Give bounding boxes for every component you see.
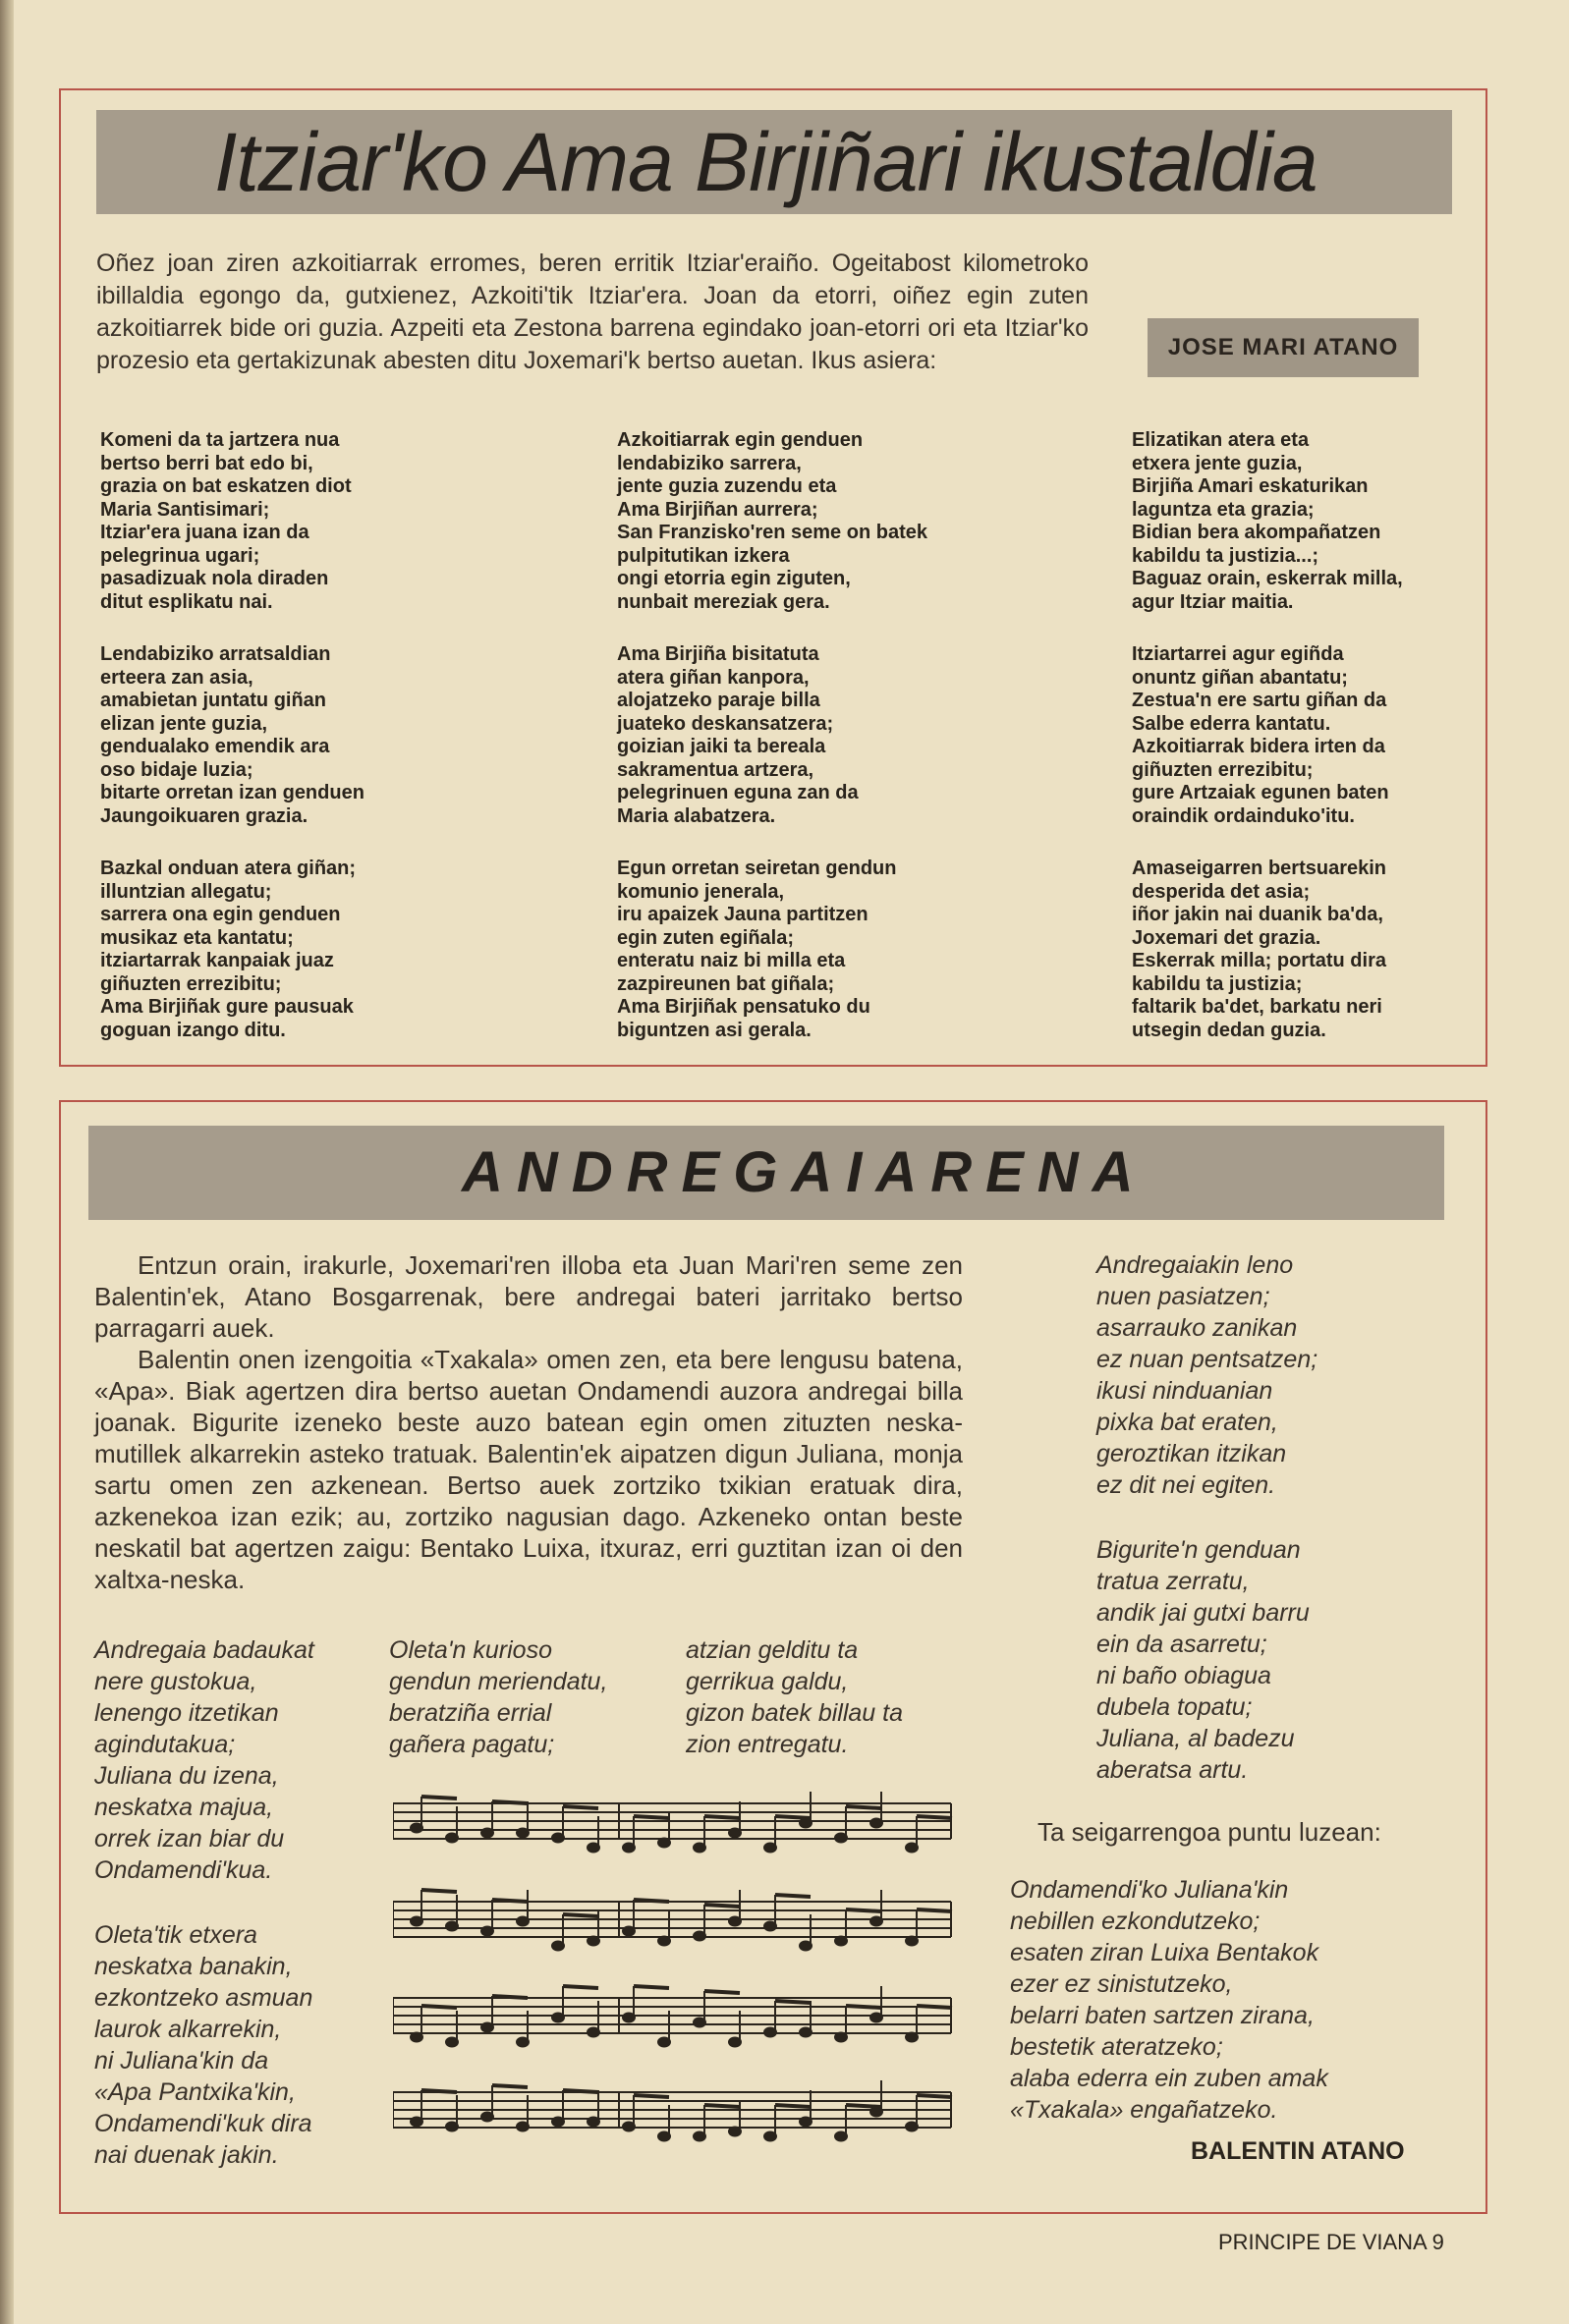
verse-stanza: Lendabiziko arratsaldian erteera zan asia, amabietan juntatu giñan elizan jente guzia, gendualako emendik ara oso bidaje luzia; bitarte orretan izan genduen Jaungoikuaren grazia. [100,643,364,827]
note-beam [846,1909,881,1911]
note-beam [917,1816,952,1818]
note-beam [421,1890,457,1892]
verse-stanza: Andregaia badaukat nere gustokua, lenengo itzetikan agindutakua; Juliana du izena, neskatxa majua, orrek izan biar du Ondamendi'kua. [94,1636,314,1884]
verse-stanza: Amaseigarren bertsuarekin desperida det asia; iñor jakin nai duanik ba'da, Joxemari det grazia. Eskerrak milla; portatu dira kabildu ta justizia; faltarik ba'det, barkatu neri utsegin dedan guzia. [1132,858,1387,1041]
note-beam [704,1905,740,1907]
verse-stanza: Bazkal onduan atera giñan; illuntzian allegatu; sarrera ona egin genduen musikaz eta kantatu; itziartarrak kanpaiak juaz giñuzten errezibitu; Ama Birjiñak gure pausuak goguan izango ditu. [100,858,357,1041]
note-beam [704,1816,740,1818]
verse-stanza: Oleta'tik etxera neskatxa banakin, ezkontzeko asmuan laurok alkarrekin, ni Juliana'kin da «Apa Pantxika'kin, Ondamendi'kuk dira nai duenak jakin. [94,1921,313,2169]
verse-stanza: Egun orretan seiretan gendun komunio jenerala, iru apaizek Jauna partitzen egin zuten egiñala; enteratu naiz bi milla eta zazpireunen bat giñala; Ama Birjiñak pensatuko du biguntzen asi gerala. [617,858,897,1041]
note-beam [846,1806,881,1808]
note-beam [775,1895,811,1897]
signature: BALENTIN ATANO [1191,2137,1405,2165]
note-beam [634,1986,669,1988]
note-beam [704,2105,740,2107]
note-beam [846,2006,881,2008]
verse-stanza: Elizatikan atera eta etxera jente guzia, Birjiña Amari eskaturikan laguntza eta grazia; Bidian bera akompañatzen kabildu ta justizia...; Baguaz orain, eskerrak milla, agur Itziar maitia. [1132,429,1403,613]
note-beam [563,2090,598,2092]
music-score [393,1788,953,2171]
note-beam [917,2006,952,2008]
article-intro [94,1249,963,1595]
note-beam [775,2105,811,2107]
page-footer: PRINCIPE DE VIANA 9 [1218,2230,1444,2254]
verse-stanza: Komeni da ta jartzera nua bertso berri bat edo bi, grazia on bat eskatzen diot Maria Santisimari; Itziar'era juana izan da pelegrinua ugari; pasadizuak nola diraden ditut esplikatu nai. [100,429,352,613]
intro-paragraph: Entzun orain, irakurle, Joxemari'ren illoba eta Juan Mari'ren seme zen Balentin'ek, Atano Bosgarrenak, bere andregai bateri jarritako bertso parragarri auek. [94,1250,963,1343]
verse-stanza: Bigurite'n genduan tratua zerratu, andik jai gutxi barru ein da asarretu; ni baño obiagua dubela topatu; Juliana, al badezu aberatsa artu. [1096,1536,1310,1784]
verse-stanza: atzian gelditu ta gerrikua galdu, gizon batek billau ta zion entregatu. [686,1636,903,1758]
note-beam [492,1900,528,1902]
note-beam [563,1914,598,1916]
note-beam [492,1801,528,1803]
author-badge: JOSE MARI ATANO [1148,318,1419,377]
note-beam [563,1806,598,1808]
verse-intro-line: Ta seigarrengoa puntu luzean: [1037,1817,1381,1847]
note-beam [775,2001,811,2003]
article-title: Itziar'ko Ama Birjiñari ikustaldia [96,110,1452,214]
note-beam [563,1986,598,1988]
verse-stanza: Ama Birjiña bisitatuta atera giñan kanpora, alojatzeko paraje billa juateko deskansatzera; goizian jaiki ta bereala sakramentua artzera, pelegrinuen eguna zan da Maria alabatzera. [617,643,859,827]
note-beam [634,2095,669,2097]
verse-stanza: Itziartarrei agur egiñda onuntz giñan abantatu; Zestua'n ere sartu giñan da Salbe ederra kantatu. Azkoitiarrak bidera irten da giñuzten errezibitu; gure Artzaiak egunen baten oraindik ordainduko'itu. [1132,643,1389,827]
note-beam [492,2085,528,2087]
verse-stanza: Ondamendi'ko Juliana'kin nebillen ezkondutzeko; esaten ziran Luixa Bentakok ezer ez sinistutzeko, belarri baten sartzen zirana, bestetik ateratzeko; alaba ederra ein zuben amak «Txakala» engañatzeko. [1010,1876,1328,2124]
note-beam [704,1991,740,1993]
article-intro: Oñez joan ziren azkoitiarrak erromes, beren erritik Itziar'eraiño. Ogeitabost kilometroko ibillaldia egongo da, gutxienez, Azkoiti'tik Itziar'era. Joan da etorri, oiñez egin zuten azkoitiarrek bide ori guzia. Azpeiti eta Zestona barrena egindako joan-etorri ori eta Itziar'ko prozesio eta gertakizunak abesten ditu Joxemari'k bertso auetan. Ikus asiera: [96,249,1089,374]
page-binding-edge [0,0,14,2324]
note-beam [492,1996,528,1998]
note-beam [421,2006,457,2008]
article-itziar [59,88,1487,1067]
intro-paragraph: Balentin onen izengoitia «Txakala» omen zen, eta bere lengusu batena, «Apa». Biak agertzen dira bertso auetan Ondamendi auzora andregai billa joanak. Bigurite izeneko beste auzo batean egin omen zituzten neska-mutillek alkarrekin asteko tratuak. Balentin'ek aipatzen digun Juliana, monja sartu omen zen azkenean. Bertso auek zortziko txikian eratuak dira, azkenekoa izan ezik; au, zortziko nagusian dago. Azkeneko ontan beste neskatil bat agertzen zaigu: Bentako Luixa, itxuraz, erri guztitan izan oi den xaltxa-neska. [94,1345,963,1594]
note-beam [634,1900,669,1902]
article-title: ANDREGAIARENA [88,1126,1444,1220]
verse-stanza: Andregaiakin leno nuen pasiatzen; asarrauko zanikan ez nuan pentsatzen; ikusi ninduanian pixka bat eraten, geroztikan itzikan ez dit nei egiten. [1096,1251,1318,1499]
note-beam [917,1909,952,1911]
note-beam [634,1816,669,1818]
note-beam [421,1797,457,1798]
note-beam [917,2095,952,2097]
verse-stanza: Oleta'n kurioso gendun meriendatu, beratziña errial gañera pagatu; [389,1636,608,1758]
verse-stanza: Azkoitiarrak egin genduen lendabiziko sarrera, jente guzia zuzendu eta Ama Birjiñan aurrera; San Franzisko'ren seme on batek pulpitutikan izkera ongi etorria egin ziguten, nunbait mereziak gera. [617,429,927,613]
note-beam [421,2090,457,2092]
